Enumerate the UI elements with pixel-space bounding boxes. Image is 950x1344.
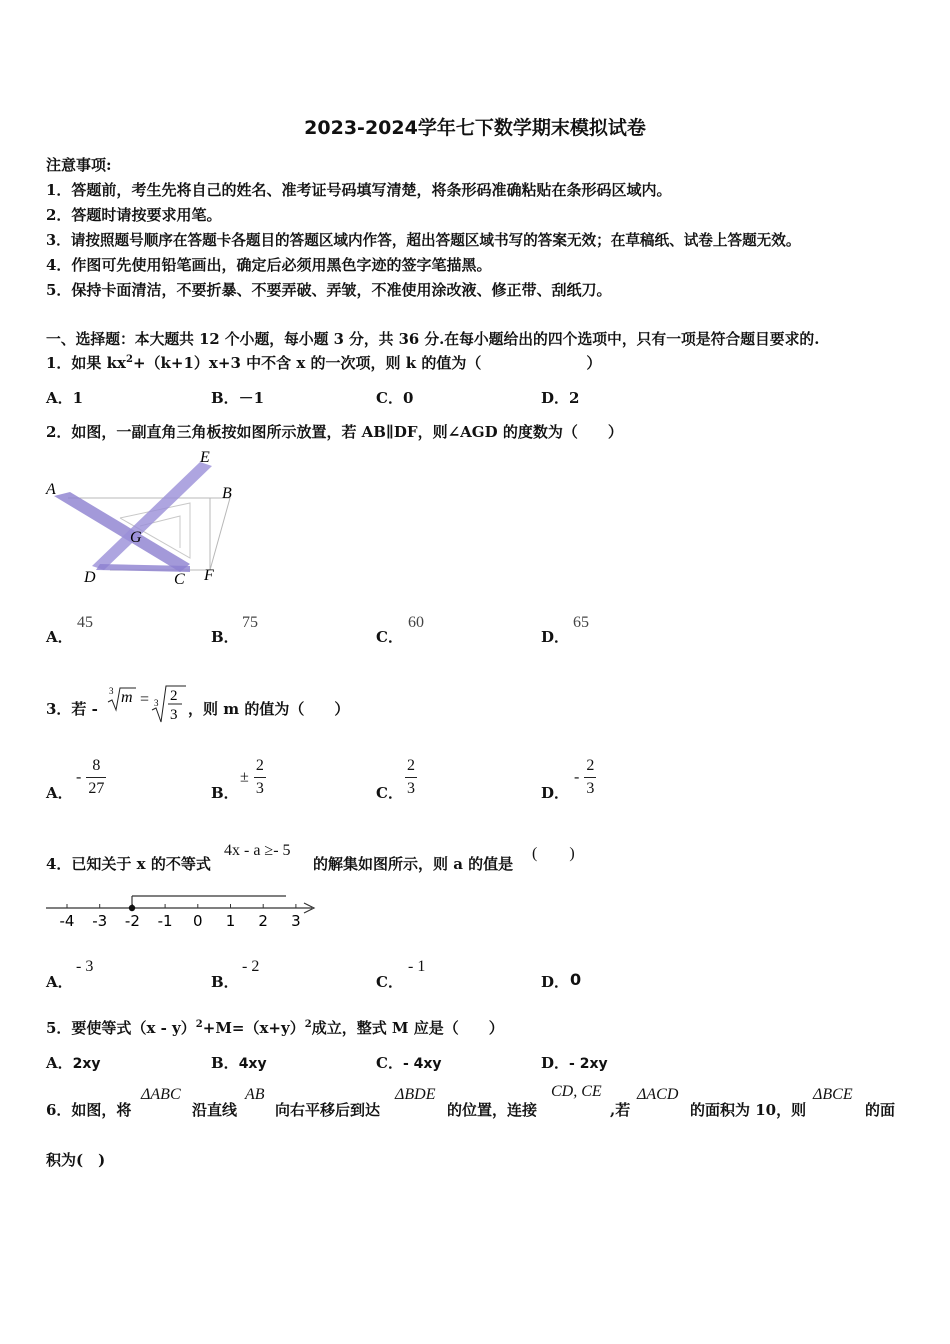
- q5-b-letter: B．: [211, 1054, 239, 1072]
- q5-option-b[interactable]: [211, 1052, 267, 1073]
- q2-option-a-value: 45: [77, 614, 93, 631]
- q3-d-sign: -: [574, 768, 580, 786]
- q3-option-b-value: [240, 757, 266, 798]
- label-b: B: [222, 485, 232, 502]
- notice-item: 2．答题时请按要求用笔。: [46, 206, 222, 224]
- q3-b-num: 2: [254, 757, 266, 778]
- q2-option-b[interactable]: B．: [211, 628, 239, 646]
- radicand: m: [121, 689, 133, 706]
- q3-option-a-letter: A．: [46, 784, 73, 802]
- q3-option-b[interactable]: [211, 782, 239, 803]
- q6-t1: 6．如图，将: [46, 1101, 132, 1119]
- q3-a-num: 8: [86, 757, 106, 778]
- q2-option-d[interactable]: D．: [541, 628, 570, 646]
- q5-c-letter: C．: [376, 1054, 403, 1072]
- equals-sign: =: [140, 691, 150, 708]
- section-heading: 一、选择题：本大题共 12 个小题，每小题 3 分，共 36 分.在每小题给出的四个选项中，只有一项是符合题目要求的.: [46, 331, 820, 348]
- q1-exponent: 2: [126, 354, 133, 365]
- axis-tick-label: 0: [193, 912, 203, 930]
- root-index: 3: [109, 686, 114, 696]
- q6-t4: 的位置，连接: [447, 1101, 538, 1119]
- label-c: C: [174, 571, 185, 588]
- q5-a-letter: A．: [46, 1054, 73, 1072]
- q2-option-d-value: 65: [573, 614, 589, 631]
- page-title: 2023-2024学年七下数学期末模拟试卷: [304, 117, 646, 139]
- rhs-denominator: 3: [170, 707, 178, 723]
- q6-line2: 积为( ): [46, 1151, 106, 1169]
- q4-option-c[interactable]: C．: [376, 973, 403, 991]
- notice-item: 1．答题前，考生先将自己的姓名、准考证号码填写清楚，将条形码准确粘贴在条形码区域内。: [46, 181, 672, 199]
- label-f: F: [204, 567, 214, 584]
- q6-t3: 向右平移后到达: [275, 1101, 381, 1119]
- q4-paren: ( ): [532, 845, 575, 862]
- axis-tick-label: 1: [225, 912, 236, 930]
- q4-prefix: 4．已知关于 x 的不等式: [46, 855, 211, 873]
- q3-d-fraction: [584, 757, 596, 798]
- q5-exp-1: 2: [195, 1019, 203, 1030]
- q3-a-den: 27: [88, 780, 105, 797]
- q6-t5: ,若: [610, 1101, 631, 1119]
- q4-option-c-value: - 1: [408, 958, 426, 975]
- q5-d-value: - 2xy: [569, 1056, 608, 1072]
- q6-m4: CD, CE: [551, 1083, 602, 1100]
- solution-point: [129, 905, 135, 911]
- radical-expression: [106, 684, 196, 724]
- q3-option-c-letter: C．: [376, 784, 403, 802]
- q5-text-b: +M=（x+y）: [202, 1019, 305, 1037]
- q5-c-value: - 4xy: [402, 1056, 442, 1072]
- q3-b-den: 3: [255, 780, 264, 797]
- q3-prefix: 3．若 -: [46, 700, 98, 718]
- q3-c-den: 3: [407, 780, 415, 797]
- q3-option-d[interactable]: [541, 782, 569, 803]
- q3-suffix: ，则 m 的值为（ ）: [188, 700, 350, 718]
- q2-option-c-value: 60: [408, 614, 424, 631]
- rhs-root-index: 3: [154, 698, 159, 708]
- q1-suffix: +（k+1）x+3 中不含 x 的一次项，则 k 的值为（ ）: [132, 354, 602, 372]
- q5-a-value: 2xy: [72, 1056, 101, 1072]
- q2-option-b-value: 75: [242, 614, 258, 631]
- q4-option-a-value: - 3: [76, 958, 94, 975]
- q6-m5: ΔACD: [637, 1086, 679, 1103]
- triangle-figure: [40, 448, 240, 588]
- q5-b-value: 4xy: [238, 1056, 267, 1072]
- notice-item: 5．保持卡面清洁，不要折暴、不要弄破、弄皱，不准使用涂改液、修正带、刮纸刀。: [46, 281, 612, 299]
- q3-option-b-letter: B．: [211, 784, 239, 802]
- q1-option-b[interactable]: B．－1: [211, 389, 265, 407]
- q3-b-sign: ±: [240, 768, 249, 786]
- q5-text-a: 5．要使等式（x - y）: [46, 1019, 196, 1037]
- q5-option-a[interactable]: [46, 1052, 101, 1073]
- label-a: A: [46, 481, 56, 498]
- q3-option-c-value: [405, 757, 417, 798]
- q3-option-d-letter: D．: [541, 784, 570, 802]
- q5-d-letter: D．: [541, 1054, 570, 1072]
- q1-prefix: 1．如果 kx: [46, 354, 126, 372]
- question-5: [46, 1017, 504, 1038]
- notice-item: 3．请按照题号顺序在答题卡各题目的答题区域内作答，超出答题区域书写的答案无效；在草稿纸、试卷上答题无效。: [46, 232, 801, 249]
- q5-text-c: 成立，整式 M 应是（ ）: [311, 1019, 504, 1037]
- q3-b-fraction: [254, 757, 266, 798]
- axis-tick-label: -2: [124, 912, 140, 930]
- axis-tick-label: -4: [59, 912, 75, 930]
- label-e: E: [200, 449, 210, 466]
- q4-option-b-value: - 2: [242, 958, 260, 975]
- q6-m1: ΔABC: [141, 1086, 181, 1103]
- q6-t6: 的面积为 10，则: [690, 1101, 807, 1119]
- axis-tick-label: -3: [92, 912, 108, 930]
- q3-option-a[interactable]: [46, 782, 73, 803]
- q3-option-c[interactable]: [376, 782, 403, 803]
- q4-option-a[interactable]: A．: [46, 973, 73, 991]
- question-1: [46, 352, 601, 373]
- q3-c-num: 2: [405, 757, 417, 778]
- q6-t7: 的面: [865, 1101, 896, 1119]
- q3-d-num: 2: [584, 757, 596, 778]
- label-g: G: [130, 529, 142, 546]
- rhs-numerator: 2: [170, 688, 178, 704]
- q3-a-sign: -: [76, 768, 82, 786]
- q5-exp-2: 2: [304, 1019, 312, 1030]
- q1-option-c[interactable]: C．0: [376, 389, 414, 407]
- axis-tick-label: -1: [157, 912, 173, 930]
- notice-item: 4．作图可先使用铅笔画出，确定后必须用黑色字迹的签字笔描黑。: [46, 256, 492, 274]
- number-line: [40, 888, 330, 934]
- axis-tick-label: 3: [291, 912, 301, 930]
- q2-option-c[interactable]: C．: [376, 628, 403, 646]
- q3-expression: [106, 684, 196, 728]
- q3-d-den: 3: [586, 780, 595, 797]
- q4-suffix: 的解集如图所示，则 a 的值是: [313, 855, 514, 873]
- q6-m2: AB: [245, 1086, 265, 1103]
- q3-a-fraction: [86, 757, 106, 798]
- q3-option-d-value: [574, 757, 596, 798]
- q5-option-c[interactable]: [376, 1052, 442, 1073]
- axis-tick-label: 2: [258, 912, 268, 930]
- q4-inequality: 4x - a ≥- 5: [224, 842, 291, 859]
- q4-option-b[interactable]: B．: [211, 973, 239, 991]
- q1-option-d[interactable]: D．2: [541, 389, 580, 407]
- q1-option-a[interactable]: A．1: [46, 389, 84, 407]
- q3-c-fraction: [405, 757, 417, 798]
- q4-option-d[interactable]: D．: [541, 973, 570, 991]
- q5-option-d[interactable]: [541, 1052, 608, 1073]
- q6-m3: ΔBDE: [395, 1086, 436, 1103]
- label-d: D: [84, 569, 96, 586]
- q6-t2: 沿直线: [192, 1101, 238, 1119]
- q4-option-d-value: 0: [570, 970, 582, 989]
- q2-option-a[interactable]: A．: [46, 628, 73, 646]
- q6-m6: ΔBCE: [813, 1086, 853, 1103]
- question-2: 2．如图，一副直角三角板按如图所示放置，若 AB∥DF，则∠AGD 的度数为（ ）: [46, 423, 623, 441]
- notice-heading: 注意事项:: [46, 156, 112, 174]
- q3-option-a-value: [76, 757, 106, 798]
